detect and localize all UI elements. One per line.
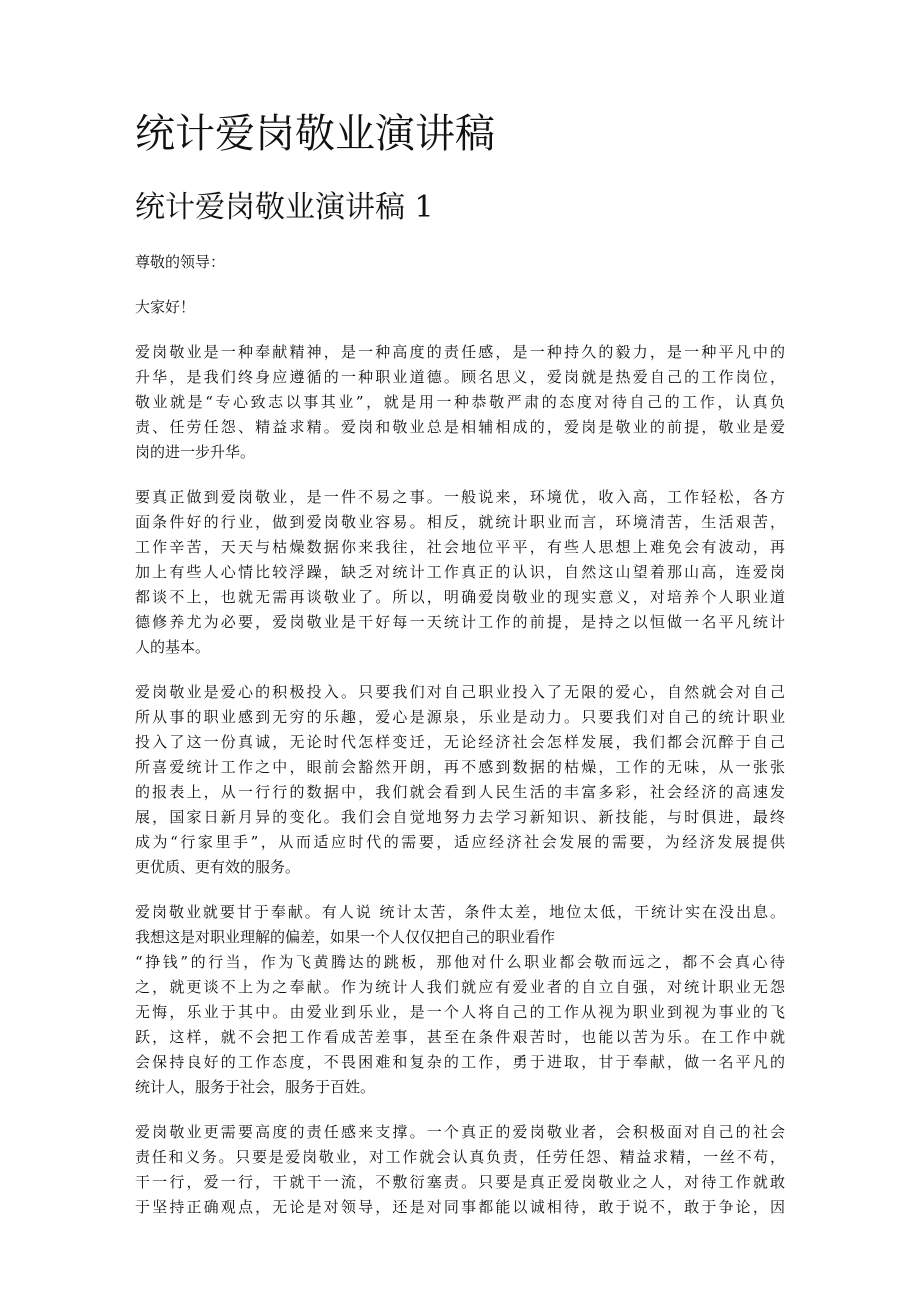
paragraph-line: 爱岗敬业更需要高度的责任感来支撑。一个真正的爱岗敬业者，会积极面对自己的社会 [135, 1123, 785, 1141]
paragraph-line: 我想这是对职业理解的偏差，如果一个人仅仅把自己的职业看作 [135, 928, 556, 946]
paragraph-line: 无悔，乐业于其中。由爱业到乐业，是一个人将自己的工作从视为职业到视为事业的飞 [135, 1003, 785, 1021]
paragraph-line: 责任和义务。只要是爱岗敬业，对工作就会认真负责，任劳任怨、精益求精，一丝不苟， [135, 1148, 785, 1166]
paragraph-line: 爱岗敬业是爱心的积极投入。只要我们对自己职业投入了无限的爱心，自然就会对自己 [135, 683, 785, 701]
paragraph-line: 都谈不上，也就无需再谈敬业了。所以，明确爱岗敬业的现实意义，对培养个人职业道 [135, 588, 785, 606]
paragraph-line: 爱岗敬业就要甘于奉献。有人说 统计太苦，条件太差，地位太低，干统计实在没出息。 [135, 903, 785, 921]
paragraph-line: 的报表上，从一行行的数据中，我们就会看到人民生活的丰富多彩，社会经济的高速发 [135, 783, 785, 801]
paragraph-line: 责、任劳任怨、精益求精。爱岗和敬业总是相辅相成的，爱岗是敬业的前提，敬业是爱 [135, 418, 785, 436]
paragraph-line: 会保持良好的工作态度，不畏困难和复杂的工作，勇于进取，甘于奉献，做一名平凡的 [135, 1053, 785, 1071]
document-page [135, 108, 785, 1240]
greeting: 大家好！ [135, 298, 196, 316]
body-paragraph [135, 900, 785, 1100]
paragraph-line: 人的基本。 [135, 638, 211, 656]
paragraph-line: 要真正做到爱岗敬业，是一件不易之事。一般说来，环境优，收入高，工作轻松，各方 [135, 488, 785, 506]
paragraph-line: 加上有些人心情比较浮躁，缺乏对统计工作真正的认识，自然这山望着那山高，连爱岗 [135, 563, 785, 581]
paragraph-line: 之，就更谈不上为之奉献。作为统计人我们就应有爱业者的自立自强，对统计职业无怨 [135, 978, 785, 996]
paragraph-line: 工作辛苦，天天与枯燥数据你来我往，社会地位平平，有些人思想上难免会有波动，再 [135, 538, 785, 556]
paragraph-line: 面条件好的行业，做到爱岗敬业容易。相反，就统计职业而言，环境清苦，生活艰苦， [135, 513, 785, 531]
paragraph-line: 于坚持正确观点，无论是对领导，还是对同事都能以诚相待，敢于说不，敢于争论，因 [135, 1198, 785, 1216]
paragraph-line: 统计人，服务于社会，服务于百姓。 [135, 1078, 376, 1096]
section-title: 统计爱岗敬业演讲稿 1 [135, 190, 434, 225]
paragraph-line: 升华，是我们终身应遵循的一种职业道德。顾名思义，爱岗就是热爱自己的工作岗位， [135, 368, 785, 386]
salutation: 尊敬的领导： [135, 253, 226, 271]
paragraph-line: 跃，这样，就不会把工作看成苦差事，甚至在条件艰苦时，也能以苦为乐。在工作中就 [135, 1028, 785, 1046]
paragraph-line: 展，国家日新月异的变化。我们会自觉地努力去学习新知识、新技能，与时俱进，最终 [135, 808, 785, 826]
paragraph-line: 所从事的职业感到无穷的乐趣，爱心是源泉，乐业是动力。只要我们对自己的统计职业 [135, 708, 785, 726]
body-paragraph [135, 680, 785, 880]
paragraph-line: 德修养尤为必要，爱岗敬业是干好每一天统计工作的前提，是持之以恒做一名平凡统计 [135, 613, 785, 631]
paragraph-line: 成为“行家里手”，从而适应时代的需要，适应经济社会发展的需要，为经济发展提供 [135, 833, 785, 851]
paragraph-line: 所喜爱统计工作之中，眼前会豁然开朗，再不感到数据的枯燥，工作的无味，从一张张 [135, 758, 785, 776]
paragraph-line: 敬业就是“专心致志以事其业”，就是用一种恭敬严肃的态度对待自己的工作，认真负 [135, 393, 785, 411]
paragraph-line: 岗的进一步升华。 [135, 443, 256, 461]
body-paragraph [135, 1120, 785, 1220]
body-paragraph [135, 485, 785, 660]
document-title: 统计爱岗敬业演讲稿 [135, 111, 495, 157]
paragraph-line: 爱岗敬业是一种奉献精神，是一种高度的责任感，是一种持久的毅力，是一种平凡中的 [135, 343, 785, 361]
salutation-paragraph [135, 250, 785, 275]
greeting-paragraph [135, 295, 785, 320]
paragraph-line: 更优质、更有效的服务。 [135, 858, 301, 876]
paragraph-line: “挣钱”的行当，作为飞黄腾达的跳板，那他对什么职业都会敬而远之，都不会真心待 [135, 953, 785, 971]
paragraph-line: 投入了这一份真诚，无论时代怎样变迁，无论经济社会怎样发展，我们都会沉醉于自己 [135, 733, 785, 751]
paragraph-line: 干一行，爱一行，干就干一流，不敷衍塞责。只要是真正爱岗敬业之人，对待工作就敢 [135, 1173, 785, 1191]
body-paragraph [135, 340, 785, 465]
